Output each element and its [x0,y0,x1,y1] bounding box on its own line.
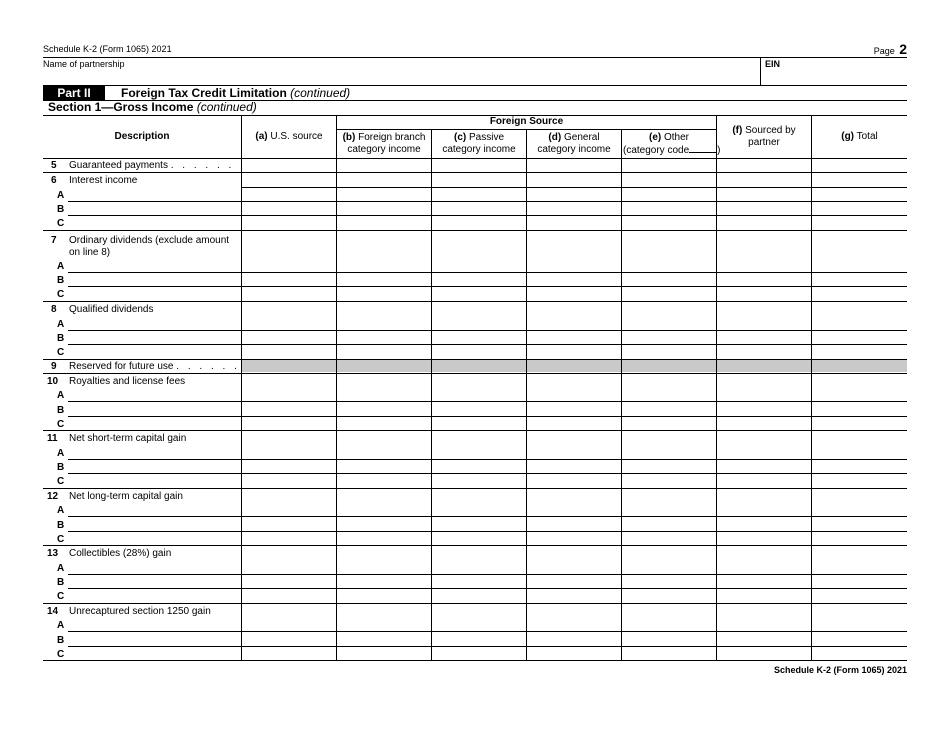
row-number: 6 [51,175,57,186]
row-number: 10 [47,376,59,387]
row-9-shading [242,360,907,372]
col-e-text2: (category code [623,145,690,156]
row-number: 12 [47,491,59,502]
subrow-rule [68,330,907,331]
subrow-letter: C [57,591,65,602]
subrow-letter: B [57,204,65,215]
col-g-text: Total [856,131,878,142]
header-bottom-rule [43,158,907,159]
subrow-letter: C [57,347,65,358]
leader-dots: . . . . . . [176,361,240,372]
col-rule [811,115,812,660]
section-title [48,100,257,114]
subrow-letter: A [57,620,65,631]
subrow-letter: B [57,275,65,286]
row-label-short-term-gain: Net short-term capital gain [69,433,187,444]
subrow-rule [68,286,907,287]
row-label-long-term-gain: Net long-term capital gain [69,491,183,502]
part-title [121,86,350,100]
col-d-text2: category income [537,144,611,155]
subrow-rule [68,344,907,345]
col-header-d [527,132,621,156]
subrow-letter: B [57,577,65,588]
row-rule [43,172,907,173]
subrow-letter: B [57,635,65,646]
ein-divider [760,57,761,85]
subrow-letter: B [57,520,65,531]
row-label-royalties: Royalties and license fees [69,376,186,387]
row-rule [43,545,907,546]
col-f-text1: Sourced by [745,125,796,136]
col-c-text2: category income [442,144,516,155]
subrow-letter: A [57,390,65,401]
col-rule [431,129,432,660]
row-rule [43,373,907,374]
section-title-text: Section 1—Gross Income [48,100,194,114]
row-number: 11 [47,433,58,444]
subrow-letter: A [57,190,65,201]
col-header-c [432,132,526,156]
leader-dots: . . . . . . [170,160,235,171]
subrow-rule [68,473,907,474]
row-number: 14 [47,606,59,617]
col-d-letter: (d) [548,132,562,143]
row-number: 13 [47,548,59,559]
row-number: 8 [51,304,57,315]
form-id-header: Schedule K-2 (Form 1065) 2021 [43,44,172,54]
partnership-name-field[interactable] [43,70,757,84]
subrow-letter: C [57,419,65,430]
part-label: Part II [43,86,105,100]
col-e-text1: Other [664,132,690,143]
col-rule [621,129,622,660]
subrow-rule [68,401,907,402]
col-header-g [812,131,907,143]
col-d-text1: General [563,132,600,143]
subrow-rule [68,516,907,517]
subrow-letter: B [57,405,65,416]
col-c-text1: Passive [469,132,505,143]
col-rule [241,115,242,660]
form-id-footer: Schedule K-2 (Form 1065) 2021 [773,665,907,675]
row-7-label1: Ordinary dividends (exclude amount [69,235,230,246]
part-title-text: Foreign Tax Credit Limitation [121,86,287,100]
row-rule [43,301,907,302]
subrow-rule [68,215,907,216]
row-label-unrecaptured-1250: Unrecaptured section 1250 gain [69,606,211,617]
col-e-code-line [623,144,721,157]
ein-label: EIN [765,59,781,69]
subrow-rule [68,574,907,575]
col-c-letter: (c) [453,132,467,143]
subrow-letter: C [57,649,65,660]
row-9-label: Reserved for future use [69,361,174,372]
col-header-description: Description [114,131,170,142]
col-header-f [717,125,811,149]
col-b-letter: (b) [342,132,356,143]
subrow-letter: C [57,476,65,487]
subrow-rule [242,187,907,188]
subrow-letter: A [57,448,65,459]
col-header-a [242,131,336,143]
row-number: 9 [51,361,57,372]
col-a-letter: (a) [255,131,268,142]
subrow-letter: C [57,218,65,229]
col-g-letter: (g) [841,131,855,142]
subrow-rule [68,531,907,532]
subrow-rule [68,272,907,273]
partnership-name-label: Name of partnership [43,59,125,69]
page-label: Page [873,46,895,56]
col-a-text: U.S. source [270,131,323,142]
row-rule [43,230,907,231]
row-5-label: Guaranteed payments [69,160,168,171]
subrow-rule [68,201,907,202]
row-7-label2: on line 8) [69,247,111,258]
subrow-letter: A [57,261,65,272]
row-number: 5 [51,160,57,171]
row-number: 7 [51,235,57,246]
col-e-text3: ) [717,145,721,156]
header-rule [43,57,907,58]
col-header-foreign-source: Foreign Source [489,116,564,127]
col-rule [526,129,527,660]
subrow-rule [68,646,907,647]
row-label-interest-income: Interest income [69,175,138,186]
ein-field[interactable] [762,70,905,84]
subrow-letter: C [57,289,65,300]
col-b-text1: Foreign branch [358,132,426,143]
row-rule [43,359,907,360]
col-header-e [622,132,721,157]
subrow-letter: C [57,534,65,545]
category-code-field[interactable] [689,144,717,153]
part-title-suffix: (continued) [290,86,351,100]
col-header-b [337,132,431,156]
subrow-rule [68,416,907,417]
subrow-letter: B [57,462,65,473]
col-b-text2: category income [347,144,421,155]
subrow-letter: A [57,563,65,574]
row-label-qualified-dividends: Qualified dividends [69,304,154,315]
row-label-guaranteed-payments [69,160,234,172]
col-rule [336,115,337,660]
col-e-letter: (e) [648,132,662,143]
row-label-ordinary-dividends [69,235,229,259]
subrow-rule [68,459,907,460]
row-rule [43,488,907,489]
part-bar [43,86,907,101]
subrow-letter: A [57,505,65,516]
subrow-letter: B [57,333,65,344]
row-rule [43,603,907,604]
row-label-reserved [69,361,240,373]
section-title-suffix: (continued) [196,100,257,114]
col-rule [716,115,717,660]
table-bottom-rule [43,660,907,661]
subrow-letter: A [57,319,65,330]
subrow-rule [68,588,907,589]
page-number: 2 [899,41,907,57]
row-rule [43,430,907,431]
subrow-rule [68,631,907,632]
col-f-letter: (f) [732,125,743,136]
row-label-collectibles: Collectibles (28%) gain [69,548,172,559]
col-f-text2: partner [748,137,780,148]
